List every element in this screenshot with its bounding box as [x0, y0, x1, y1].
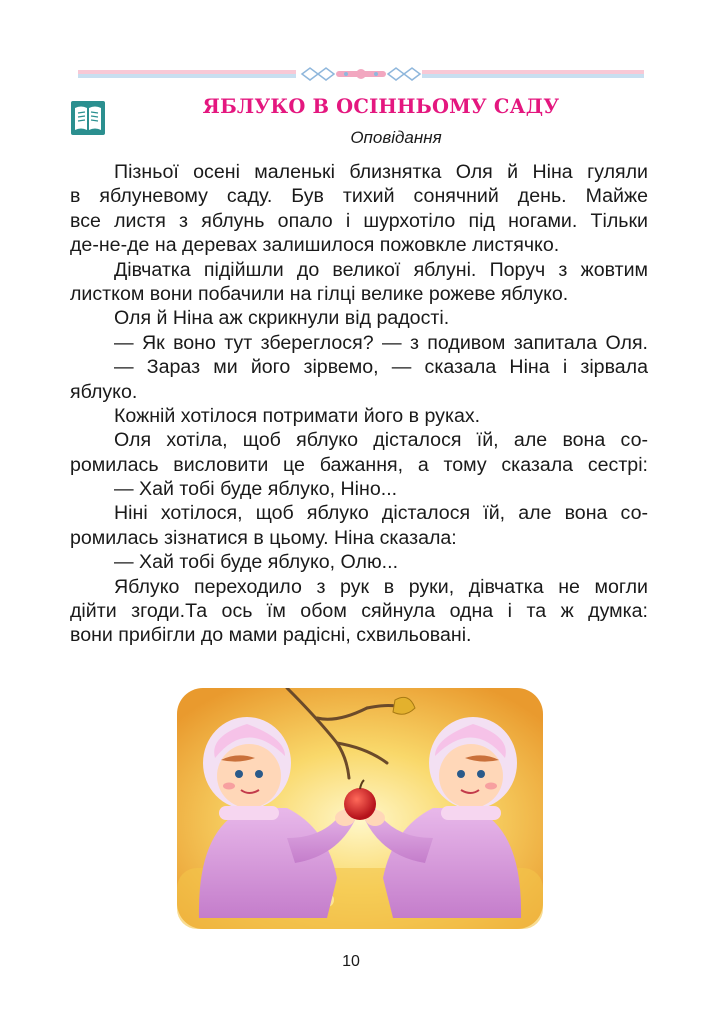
story-line: Дівчатка підійшли до великої яблуні. Поруч з жовтим	[114, 258, 648, 281]
page-number: 10	[342, 953, 360, 970]
story-line: ромилась висловити це бажання, а тому сказала сестрі:	[70, 453, 648, 476]
story-line: все листя з яблунь опало і шурхотіло під ногами. Тільки	[70, 209, 648, 232]
story-line: — Хай тобі буде яблуко, Ніно...	[114, 478, 398, 501]
story-line: — Хай тобі буде яблуко, Олю...	[114, 551, 399, 574]
story-text	[70, 160, 648, 648]
story-line: в яблуневому саду. Був тихий сонячний день. Майже	[70, 185, 648, 208]
story-line: Оля й Ніна аж скрикнули від радості.	[114, 307, 450, 330]
story-line: ромилась зізнатися в цьому. Ніна сказала:	[70, 526, 457, 549]
story-line: вони прибігли до мами радісні, схвильовані.	[70, 624, 472, 647]
story-line: Кожній хотілося потримати його в руках.	[114, 404, 481, 427]
story-line: де-не-де на деревах залишилося пожовкле листячко.	[70, 234, 560, 257]
band-line-right	[422, 70, 644, 78]
story-line: — Зараз ми його зірвемо, — сказала Ніна і зірвала	[114, 356, 648, 379]
story-line: листком вони побачили на гілці велике рожеве яблуко.	[70, 282, 569, 305]
story-title: ЯБЛУКО В ОСІННЬОМУ САДУ	[202, 95, 560, 118]
decorative-header-band	[78, 64, 644, 84]
story-genre-subtitle: Оповідання	[350, 128, 442, 147]
story-line: Ніні хотілося, щоб яблуко дісталося їй, але вона со-	[114, 502, 648, 525]
story-line: дійти згоди.Та ось їм обом сяйнула одна і та ж думка:	[70, 600, 648, 623]
band-line-left	[78, 70, 296, 78]
story-line: яблуко.	[70, 380, 138, 403]
twin-girls-apple-illustration	[177, 688, 543, 929]
story-line: Пізньої осені маленькі близнятка Оля й Ніна гуляли	[114, 161, 648, 183]
ornament-icon	[300, 64, 422, 84]
story-line: Яблуко переходило з рук в руки, дівчатка не могли	[114, 575, 648, 598]
story-line: Оля хотіла, щоб яблуко дісталося їй, але вона со-	[114, 429, 648, 452]
open-book-icon	[70, 100, 106, 136]
story-line: — Як воно тут збереглося? — з подивом запитала Оля.	[114, 331, 648, 354]
